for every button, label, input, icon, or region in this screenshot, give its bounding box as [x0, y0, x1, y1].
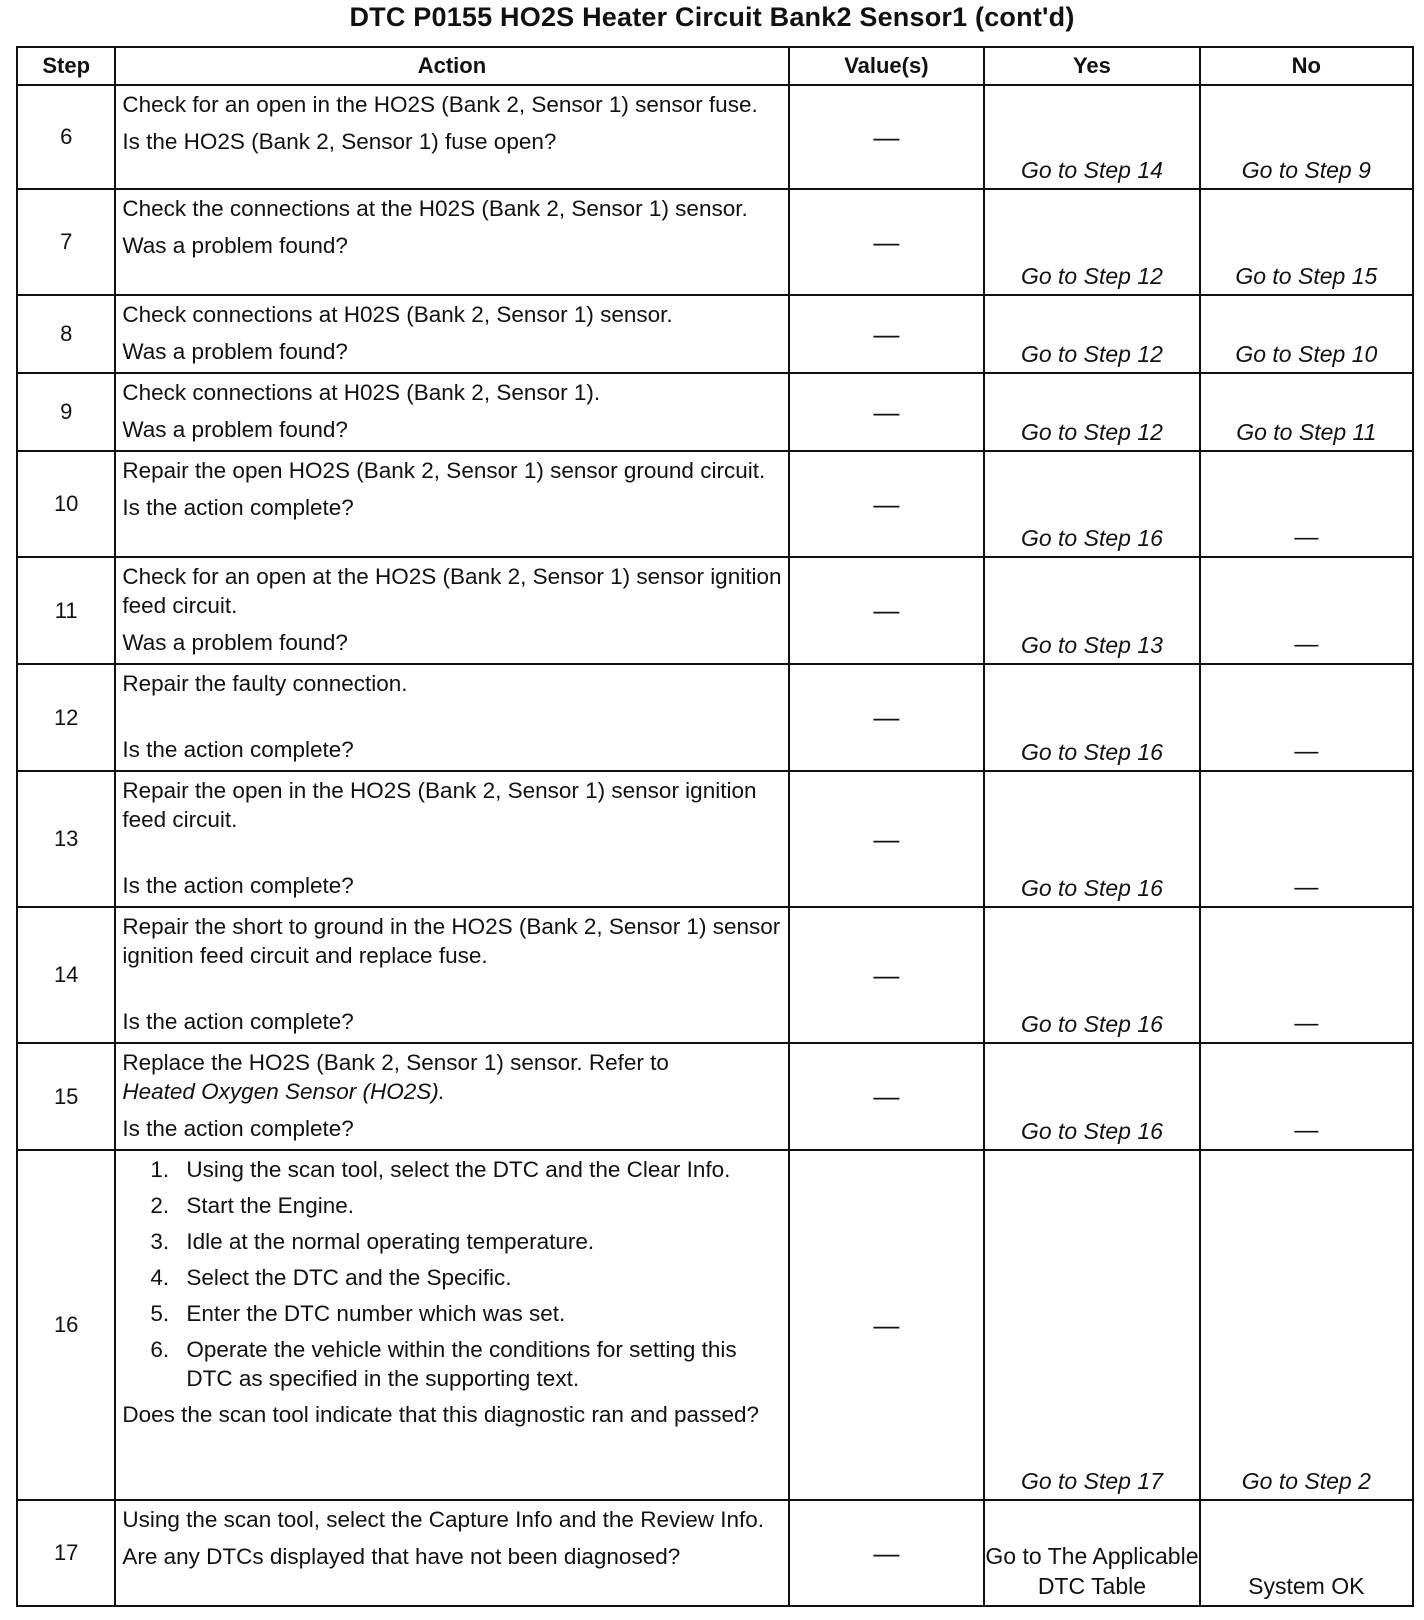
no-cell: —: [1200, 664, 1413, 771]
action-question: Is the action complete?: [122, 495, 354, 520]
step-number: 9: [17, 373, 115, 451]
yes-cell: Go to Step 12: [984, 189, 1199, 295]
yes-cell: Go to Step 12: [984, 295, 1199, 373]
action-instruction: Replace the HO2S (Bank 2, Sensor 1) sensor. Refer to: [122, 1050, 669, 1075]
substep: 4. Select the DTC and the Specific.: [150, 1265, 512, 1290]
substep: 2. Start the Engine.: [150, 1193, 354, 1218]
no-cell: —: [1200, 907, 1413, 1043]
action-cell: [115, 1150, 788, 1500]
table-row: [17, 1150, 1413, 1500]
action-cell: [115, 451, 788, 557]
action-instruction: Check the connections at the H02S (Bank 2, Sensor 1) sensor.: [122, 196, 748, 221]
substep: 5. Enter the DTC number which was set.: [150, 1301, 566, 1326]
table-row: [17, 771, 1413, 907]
value-cell: —: [789, 1150, 985, 1500]
yes-cell: Go to Step 17: [984, 1150, 1199, 1500]
action-instruction: Check connections at H02S (Bank 2, Sensor 1) sensor.: [122, 302, 673, 327]
value-cell: —: [789, 771, 985, 907]
table-row: [17, 451, 1413, 557]
value-cell: —: [789, 451, 985, 557]
table-row: [17, 1043, 1413, 1150]
yes-cell: Go to Step 16: [984, 771, 1199, 907]
substep: 6. Operate the vehicle within the conditions for setting this DTC as specified in the supporting text.: [150, 1337, 737, 1391]
yes-cell: Go to Step 12: [984, 373, 1199, 451]
diagnostic-table: [16, 46, 1414, 1607]
step-number: 7: [17, 189, 115, 295]
step-number: 13: [17, 771, 115, 907]
action-question: Are any DTCs displayed that have not been diagnosed?: [122, 1544, 681, 1569]
action-instruction: Repair the open HO2S (Bank 2, Sensor 1) sensor ground circuit.: [122, 458, 766, 483]
action-cell: [115, 1043, 788, 1150]
value-cell: —: [789, 557, 985, 664]
no-cell: —: [1200, 1043, 1413, 1150]
value-cell: —: [789, 1043, 985, 1150]
table-row: [17, 189, 1413, 295]
table-row: [17, 907, 1413, 1043]
no-cell: Go to Step 10: [1200, 295, 1413, 373]
no-cell: Go to Step 2: [1200, 1150, 1413, 1500]
header-yes: Yes: [984, 47, 1199, 85]
action-instruction: Repair the short to ground in the HO2S (Bank 2, Sensor 1) sensor ignition feed circuit and replace fuse.: [122, 914, 781, 968]
yes-cell: Go to Step 16: [984, 451, 1199, 557]
yes-cell: Go to Step 16: [984, 907, 1199, 1043]
action-cell: [115, 295, 788, 373]
table-header-row: [17, 47, 1413, 85]
yes-cell: Go to Step 13: [984, 557, 1199, 664]
no-cell: Go to Step 15: [1200, 189, 1413, 295]
action-cell: [115, 373, 788, 451]
no-cell: Go to Step 9: [1200, 85, 1413, 189]
step-number: 15: [17, 1043, 115, 1150]
no-cell: Go to Step 11: [1200, 373, 1413, 451]
action-cell: [115, 1500, 788, 1606]
table-row: [17, 1500, 1413, 1606]
header-step: Step: [17, 47, 115, 85]
substep: 3. Idle at the normal operating temperature.: [150, 1229, 595, 1254]
value-cell: —: [789, 85, 985, 189]
no-cell: —: [1200, 771, 1413, 907]
table-row: [17, 373, 1413, 451]
action-instruction: Repair the faulty connection.: [122, 671, 408, 696]
substep: 1. Using the scan tool, select the DTC and the Clear Info.: [150, 1157, 731, 1182]
action-instruction: Using the scan tool, select the Capture Info and the Review Info.: [122, 1507, 764, 1532]
reference-link[interactable]: Heated Oxygen Sensor (HO2S).: [122, 1079, 446, 1104]
table-row: [17, 664, 1413, 771]
step-number: 11: [17, 557, 115, 664]
value-cell: —: [789, 189, 985, 295]
action-instruction: Check connections at H02S (Bank 2, Sensor 1).: [122, 380, 601, 405]
step-number: 16: [17, 1150, 115, 1500]
no-cell: —: [1200, 557, 1413, 664]
header-no: No: [1200, 47, 1413, 85]
yes-cell: Go to Step 16: [984, 1043, 1199, 1150]
action-question: Was a problem found?: [122, 417, 348, 442]
action-instruction: Check for an open at the HO2S (Bank 2, Sensor 1) sensor ignition feed circuit.: [122, 564, 782, 618]
action-question: Is the action complete?: [122, 1116, 354, 1141]
no-cell: System OK: [1200, 1500, 1413, 1606]
yes-cell: Go to Step 16: [984, 664, 1199, 771]
value-cell: —: [789, 907, 985, 1043]
action-cell: [115, 907, 788, 1043]
yes-cell: Go to The Applicable DTC Table: [984, 1500, 1199, 1606]
action-question: Was a problem found?: [122, 339, 348, 364]
action-question: Does the scan tool indicate that this diagnostic ran and passed?: [122, 1402, 760, 1427]
action-cell: [115, 85, 788, 189]
no-cell: —: [1200, 451, 1413, 557]
action-question: Is the action complete?: [122, 873, 354, 898]
value-cell: —: [789, 295, 985, 373]
table-row: [17, 557, 1413, 664]
value-cell: —: [789, 664, 985, 771]
action-cell: [115, 189, 788, 295]
step-number: 10: [17, 451, 115, 557]
table-row: [17, 85, 1413, 189]
action-question: Is the action complete?: [122, 1009, 354, 1034]
action-question: Was a problem found?: [122, 233, 348, 258]
action-cell: [115, 664, 788, 771]
yes-cell: Go to Step 14: [984, 85, 1199, 189]
step-number: 8: [17, 295, 115, 373]
action-question: Is the HO2S (Bank 2, Sensor 1) fuse open?: [122, 129, 557, 154]
action-cell: [115, 771, 788, 907]
value-cell: —: [789, 1500, 985, 1606]
step-number: 14: [17, 907, 115, 1043]
step-number: 17: [17, 1500, 115, 1606]
table-row: [17, 295, 1413, 373]
action-instruction: Check for an open in the HO2S (Bank 2, Sensor 1) sensor fuse.: [122, 92, 758, 117]
action-instruction: Repair the open in the HO2S (Bank 2, Sensor 1) sensor ignition feed circuit.: [122, 778, 757, 832]
action-question: Was a problem found?: [122, 630, 348, 655]
action-cell: [115, 557, 788, 664]
value-cell: —: [789, 373, 985, 451]
header-action: Action: [115, 47, 788, 85]
action-question: Is the action complete?: [122, 737, 354, 762]
step-number: 12: [17, 664, 115, 771]
step-number: 6: [17, 85, 115, 189]
substep-list: [122, 1155, 781, 1393]
header-values: Value(s): [789, 47, 985, 85]
page-title: DTC P0155 HO2S Heater Circuit Bank2 Sensor1 (cont'd): [349, 2, 1075, 32]
